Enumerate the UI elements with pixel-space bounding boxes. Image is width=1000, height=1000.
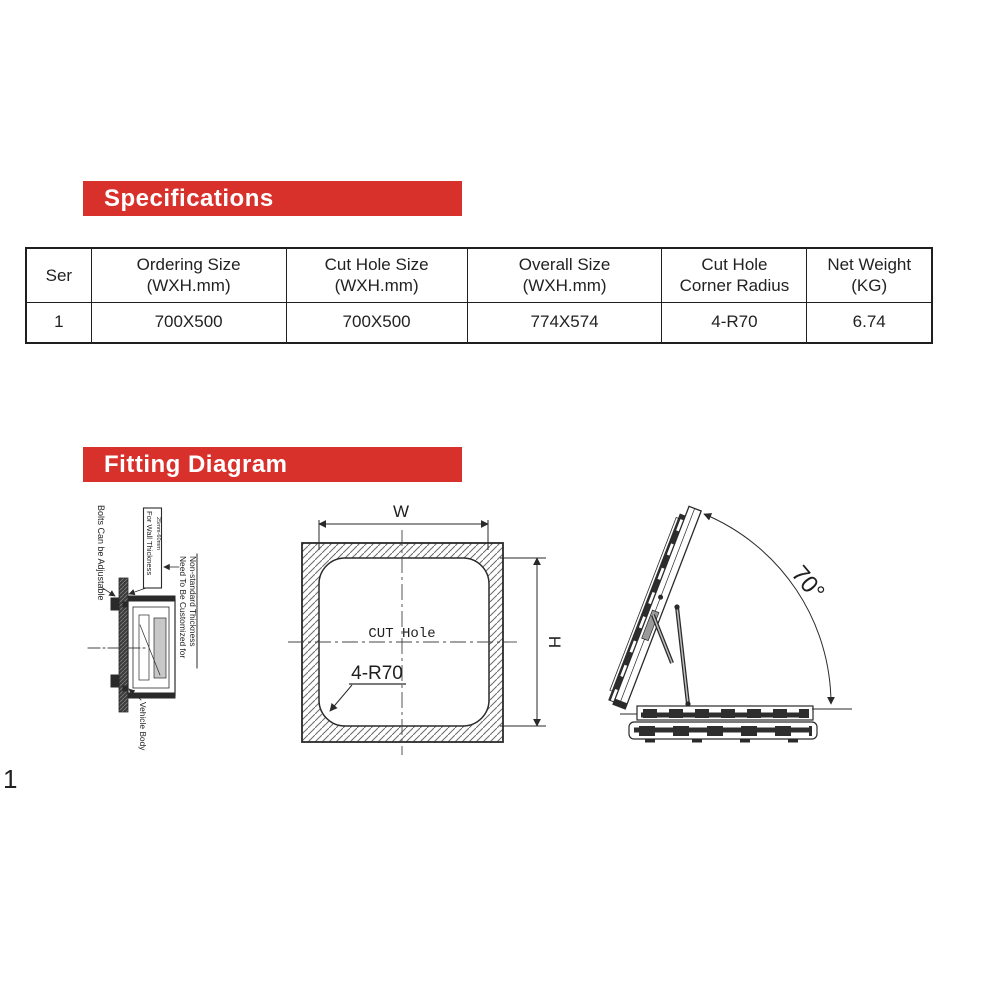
height-dimension-label: H bbox=[545, 635, 564, 649]
col-header-overall-size: Overall Size (WXH.mm) bbox=[467, 248, 662, 302]
col-header-ordering-size: Ordering Size (WXH.mm) bbox=[91, 248, 286, 302]
fitting-diagram-banner bbox=[83, 447, 462, 482]
opening-angle-label: 70° bbox=[785, 560, 830, 606]
customized-note-line2: Non-standard Thickness bbox=[188, 556, 198, 647]
base-frame bbox=[620, 706, 817, 743]
bolts-adjustable-label: Bolts Can be Adjustable bbox=[96, 505, 106, 601]
cell-overall-size: 774X574 bbox=[467, 302, 662, 343]
open-angle-diagram bbox=[606, 503, 852, 742]
vehicle-body-label: Vehicle Body bbox=[138, 702, 148, 751]
cut-hole-diagram bbox=[288, 502, 564, 755]
specifications-banner bbox=[83, 181, 462, 216]
wall-thickness-label: For Wall Thickness bbox=[145, 511, 154, 576]
wall-box-leader-arrow bbox=[129, 588, 146, 594]
cell-ordering-size: 700X500 bbox=[91, 302, 286, 343]
page-number: 1 bbox=[3, 764, 18, 794]
vehicle-wall-bar bbox=[119, 578, 128, 712]
width-dimension-label: W bbox=[392, 502, 410, 521]
wall-thickness-range: 25mm-60mm bbox=[155, 517, 161, 550]
angle-arc bbox=[704, 514, 831, 704]
fitting-diagram-title: Fitting Diagram bbox=[104, 451, 288, 478]
cell-net-weight: 6.74 bbox=[807, 302, 932, 343]
corner-radius-label: 4-R70 bbox=[351, 663, 403, 684]
col-header-ser: Ser bbox=[26, 248, 91, 302]
col-header-corner-radius: Cut Hole Corner Radius bbox=[662, 248, 807, 302]
cell-ser: 1 bbox=[26, 302, 91, 343]
col-header-net-weight: Net Weight (KG) bbox=[807, 248, 932, 302]
fitting-diagram-drawings bbox=[0, 490, 1000, 800]
col-header-cut-hole-size: Cut Hole Size (WXH.mm) bbox=[286, 248, 467, 302]
customized-note-line1: Need To Be Customized for bbox=[178, 556, 188, 659]
table-row bbox=[26, 302, 932, 343]
specifications-table bbox=[25, 247, 933, 344]
specifications-title: Specifications bbox=[104, 185, 274, 212]
table-header-row bbox=[26, 248, 932, 302]
side-view-diagram bbox=[88, 505, 198, 751]
cell-corner-radius: 4-R70 bbox=[662, 302, 807, 343]
cut-hole-label: CUT Hole bbox=[368, 626, 436, 642]
cell-cut-hole-size: 700X500 bbox=[286, 302, 467, 343]
